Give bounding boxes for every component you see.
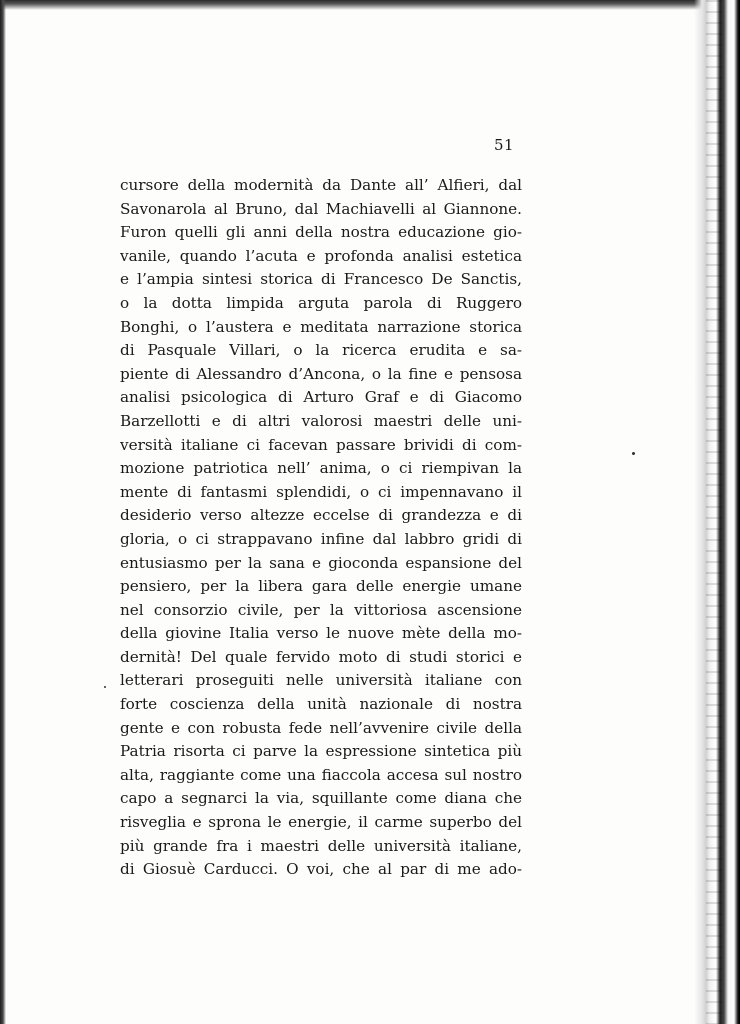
text-line: risveglia e sprona le energie, il carme superbo del — [120, 813, 522, 832]
text-line: desiderio verso altezze eccelse di grandezza e di — [120, 506, 522, 525]
scan-border-left — [0, 0, 6, 1024]
text-line: Furon quelli gli anni della nostra educazione gio- — [120, 223, 522, 242]
text-line: più grande fra i maestri delle università italiane, — [120, 836, 522, 855]
text-line: di Pasquale Villari, o la ricerca erudita e sa- — [120, 341, 522, 360]
text-line: forte coscienza della unità nazionale di nostra — [120, 695, 522, 714]
text-line: o la dotta limpida arguta parola di Ruggero — [120, 293, 522, 312]
scan-speck — [104, 686, 106, 688]
text-line: analisi psicologica di Arturo Graf e di Giacomo — [120, 388, 522, 407]
scan-border-top — [0, 0, 740, 10]
text-line: Patria risorta ci parve la espressione sintetica più — [120, 742, 522, 761]
text-line: piente di Alessandro d’Ancona, o la fine e pensosa — [120, 364, 522, 383]
text-line: di Giosuè Carducci. O voi, che al par di me ado- — [120, 860, 522, 879]
text-line: mente di fantasmi splendidi, o ci impennavano il — [120, 482, 522, 501]
spine-texture — [706, 0, 722, 1024]
text-line: capo a segnarci la via, squillante come diana che — [120, 789, 522, 808]
body-text — [120, 174, 522, 882]
text-line: mozione patriotica nell’ anima, o ci riempivan la — [120, 459, 522, 478]
text-line: gente e con robusta fede nell’avvenire civile della — [120, 718, 522, 737]
text-line: versità italiane ci facevan passare brividi di com- — [120, 435, 522, 454]
text-line: entusiasmo per la sana e gioconda espansione del — [120, 553, 522, 572]
text-line: della giovine Italia verso le nuove mète della mo- — [120, 624, 522, 643]
text-line: pensiero, per la libera gara delle energie umane — [120, 577, 522, 596]
text-line: gloria, o ci strappavano infine dal labbro gridi di — [120, 529, 522, 548]
scan-speck — [632, 452, 635, 455]
text-line: nel consorzio civile, per la vittoriosa ascensione — [120, 600, 522, 619]
text-line: dernità! Del quale fervido moto di studi storici e — [120, 647, 522, 666]
text-line: letterari proseguiti nelle università italiane con — [120, 671, 522, 690]
text-line: Savonarola al Bruno, dal Machiavelli al Giannone. — [120, 199, 522, 218]
text-line: Barzellotti e di altri valorosi maestri delle uni- — [120, 411, 522, 430]
text-line: e l’ampia sintesi storica di Francesco De Sanctis, — [120, 270, 522, 289]
text-line: vanile, quando l’acuta e profonda analisi estetica — [120, 246, 522, 265]
page-number: 51 — [494, 136, 515, 154]
text-line: alta, raggiante come una fiaccola accesa sul nostro — [120, 765, 522, 784]
text-line: cursore della modernità da Dante all’ Alfieri, dal — [120, 176, 522, 194]
text-line: Bonghi, o l’austera e meditata narrazione storica — [120, 317, 522, 336]
